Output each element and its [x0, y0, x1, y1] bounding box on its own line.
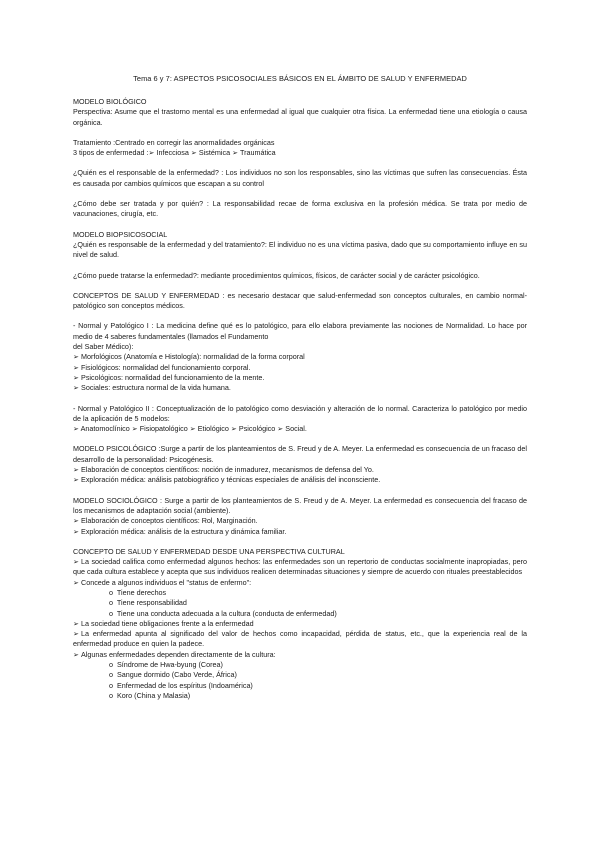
circle-bullet-icon: o — [109, 587, 113, 597]
circle-bullet-icon: o — [109, 680, 113, 690]
section-heading-biologico: MODELO BIOLÓGICO — [73, 97, 147, 106]
list-item: ➢ La sociedad tiene obligaciones frente a la enfermedad — [73, 618, 254, 628]
paragraph-biopsicosocial-q1: ¿Quién es responsable de la enfermedad y del tratamiento?: El individuo no es una víctima pasiva, dado que su comportamiento influye en su nivel de salud. — [73, 239, 527, 260]
document-body — [73, 97, 527, 701]
arrow-bullet-icon: ➢ — [73, 465, 80, 475]
arrow-bullet-icon: ➢ — [73, 372, 80, 382]
sub-list-item: o Tiene derechos — [109, 587, 167, 597]
arrow-bullet-icon: ➢ — [73, 649, 80, 659]
list-item: ➢ Morfológicos (Anatomía e Histología): normalidad de la forma corporal — [73, 352, 305, 362]
list-item: ➢ Exploración médica: análisis patobiográfico y técnicas especiales de análisis del inconsciente. — [73, 475, 381, 485]
list-item: ➢ Concede a algunos individuos el "status de enfermo": — [73, 577, 252, 587]
list-item: ➢ Exploración médica: análisis de la estructura y dinámica familiar. — [73, 526, 287, 536]
circle-bullet-icon: o — [109, 598, 113, 608]
list-item: ➢ Algunas enfermedades dependen directamente de la cultura: — [73, 649, 276, 659]
circle-bullet-icon: o — [109, 670, 113, 680]
arrow-bullet-icon: ➢ — [73, 557, 80, 567]
paragraph-normal-patologico-1-cont: del Saber Médico): — [73, 342, 134, 352]
circle-bullet-icon: o — [109, 608, 113, 618]
arrow-bullet-icon: ➢ — [73, 577, 80, 587]
sub-list-item: o Enfermedad de los espíritus (Indoamérica) — [109, 680, 253, 690]
paragraph-psicologico-intro: MODELO PSICOLÓGICO :Surge a partir de los planteamientos de S. Freud y de A. Meyer. La enfermedad es consecuencia de un fracaso del desarrollo de la personalidad: Psicogénesis. — [73, 444, 527, 464]
section-heading-biopsicosocial: MODELO BIOPSICOSOCIAL — [73, 229, 168, 239]
section-heading-cultural: CONCEPTO DE SALUD Y ENFERMEDAD DESDE UNA PERSPECTIVA CULTURAL — [73, 546, 345, 556]
arrow-bullet-icon: ➢ — [73, 352, 80, 362]
paragraph-perspectiva: Perspectiva: Asume que el trastorno mental es una enfermedad al igual que cualquier otra física. La enfermedad tiene una etiología o causa orgánica. — [73, 107, 527, 127]
paragraph-biologico-q2: ¿Cómo debe ser tratada y por quién? : La responsabilidad recae de forma exclusiva en la profesión médica. Se trata por medio de vacunaciones, cirugía, etc. — [73, 199, 527, 219]
paragraph-models-list: ➢ Anatomoclínico ➢ Fisiopatológico ➢ Etiológico ➢ Psicológico ➢ Social. — [73, 424, 307, 434]
sub-list-item: o Tiene responsabilidad — [109, 598, 187, 608]
sub-list-item: o Sangue dormido (Cabo Verde, África) — [109, 670, 237, 680]
arrow-bullet-icon: ➢ — [73, 618, 80, 628]
list-item: ➢ La sociedad califica como enfermedad algunos hechos: las enfermedades son un repertorio de conductas socialmente inapropiadas, pero que cada cultura establece y acepta que sus individuos realicen determinadas situaciones y siempre de acuerdo con rituales preestablecidos — [73, 557, 527, 577]
arrow-bullet-icon: ➢ — [73, 362, 80, 372]
paragraph-sociologico-intro: MODELO SOCIOLÓGICO : Surge a partir de los planteamientos de S. Freud y de A. Meyer. La enfermedad es consecuencia del fracaso de los mecanismos de adaptación social (ambiente). — [73, 495, 527, 515]
arrow-bullet-icon: ➢ — [73, 475, 80, 485]
circle-bullet-icon: o — [109, 660, 113, 670]
list-item: ➢ Elaboración de conceptos científicos: noción de inmadurez, mecanismos de defensa del Yo. — [73, 465, 374, 475]
arrow-bullet-icon: ➢ — [73, 383, 80, 393]
paragraph-tratamiento: Tratamiento :Centrado en corregir las anormalidades orgánicas — [73, 137, 275, 147]
list-item: ➢ La enfermedad apunta al significado del valor de hechos como incapacidad, pérdida de status, etc., que la experiencia real de la enfermedad produce en quien la padece. — [73, 629, 527, 649]
list-item: ➢ Fisiológicos: normalidad del funcionamiento corporal. — [73, 362, 251, 372]
sub-list-item: o Tiene una conducta adecuada a la cultura (conducta de enfermedad) — [109, 608, 337, 618]
sub-list-item: o Koro (China y Malasia) — [109, 690, 191, 700]
arrow-bullet-icon: ➢ — [73, 526, 80, 536]
document-title: Tema 6 y 7: ASPECTOS PSICOSOCIALES BÁSICOS EN EL ÁMBITO DE SALUD Y ENFERMEDAD — [133, 74, 467, 83]
list-item: ➢ Sociales: estructura normal de la vida humana. — [73, 383, 231, 393]
list-item: ➢ Elaboración de conceptos científicos: Rol, Marginación. — [73, 516, 258, 526]
paragraph-normal-patologico-2: - Normal y Patológico II : Conceptualización de lo patológico como desviación y alteración de lo normal. Caracteriza lo patológico por medio de la aplicación de 5 modelos: — [73, 403, 527, 423]
paragraph-biopsicosocial-q2: ¿Cómo puede tratarse la enfermedad?: mediante procedimientos químicos, físicos, de carácter social y de carácter psicológico. — [73, 270, 480, 280]
list-item: ➢ Psicológicos: normalidad del funcionamiento de la mente. — [73, 372, 265, 382]
paragraph-normal-patologico-1: - Normal y Patológico I : La medicina define qué es lo patológico, para ello elabora previamente las nociones de Normalidad. Lo hace por medio de 4 saberes fundamentales (llamados el Fundamento — [73, 321, 527, 341]
paragraph-tipos: 3 tipos de enfermedad :➢ Infecciosa ➢ Sistémica ➢ Traumática — [73, 148, 276, 158]
paragraph-biologico-q1: ¿Quién es el responsable de la enfermedad? : Los individuos no son los responsables, sino las víctimas que sufren las consecuencias. Ésta es causada por cambios químicos que escapan a su control — [73, 168, 527, 188]
paragraph-conceptos-intro: CONCEPTOS DE SALUD Y ENFERMEDAD : es necesario destacar que salud-enfermedad son conceptos culturales, en cambio normal-patológico son conceptos médicos. — [73, 290, 527, 311]
sub-list-item: o Síndrome de Hwa-byung (Corea) — [109, 660, 223, 670]
circle-bullet-icon: o — [109, 690, 113, 700]
arrow-bullet-icon: ➢ — [73, 629, 80, 639]
arrow-bullet-icon: ➢ — [73, 516, 80, 526]
